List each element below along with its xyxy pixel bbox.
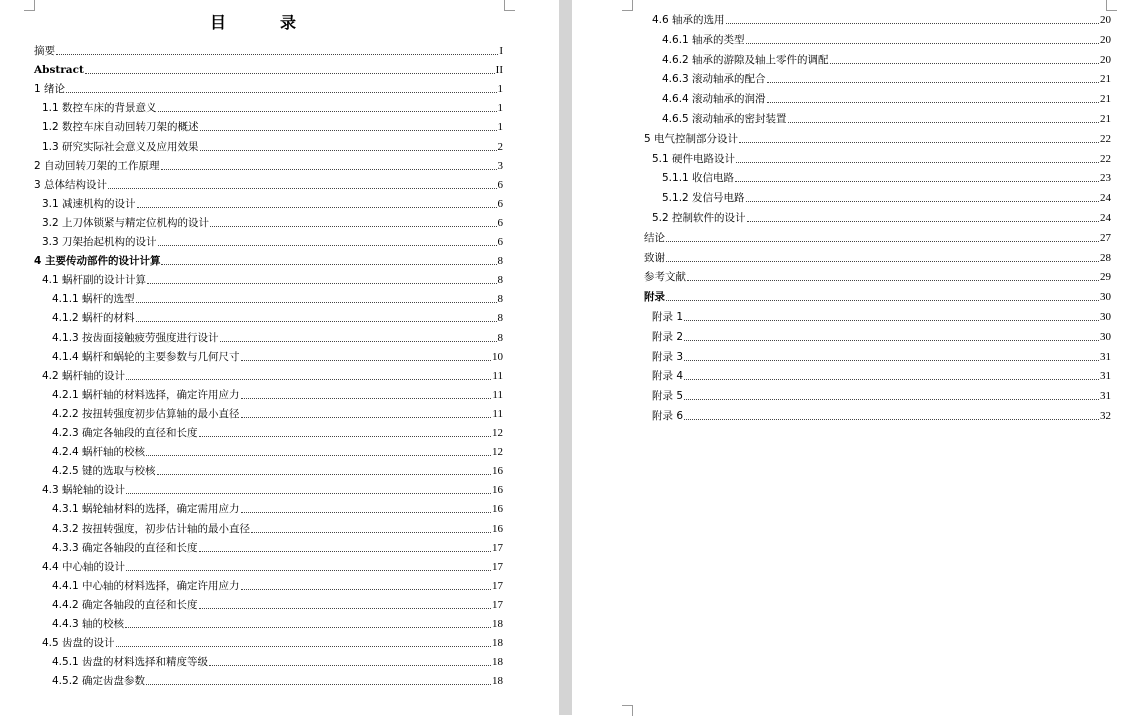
toc-entry-title: 4.1 蜗杆副的设计计算 — [42, 274, 147, 287]
toc-entry[interactable] — [52, 426, 503, 440]
toc-entry-title: 4.6.4 滚动轴承的润滑 — [662, 93, 766, 106]
toc-dot-leader — [666, 300, 1099, 301]
toc-entry-page-number: 18 — [492, 656, 503, 669]
toc-entry-page-number: 20 — [1100, 53, 1111, 66]
toc-entry[interactable] — [652, 310, 1111, 324]
toc-entry[interactable] — [662, 53, 1111, 67]
toc-dot-leader — [85, 73, 495, 74]
toc-dot-leader — [746, 201, 1099, 202]
toc-dot-leader — [241, 398, 492, 399]
toc-entry-title: 4.2 蜗杆轴的设计 — [42, 369, 126, 382]
toc-entry-title: 4.4.2 确定各轴段的直径和长度 — [52, 598, 198, 611]
toc-entry[interactable] — [644, 132, 1111, 146]
toc-entry-page-number: 6 — [497, 197, 503, 210]
toc-entry-page-number: 11 — [492, 388, 503, 401]
page-corner-mark — [622, 0, 633, 11]
toc-entry-title: 4.6.3 滚动轴承的配合 — [662, 73, 766, 86]
toc-entry[interactable] — [42, 636, 503, 650]
toc-entry-page-number: 12 — [492, 427, 503, 439]
toc-entry-page-number: 31 — [1100, 390, 1111, 403]
toc-dot-leader — [146, 684, 491, 685]
toc-entry[interactable] — [34, 82, 503, 96]
toc-entry-title: 1 绪论 — [34, 83, 66, 96]
toc-entry-title: 4.3 蜗轮轴的设计 — [42, 484, 126, 497]
toc-entry[interactable] — [42, 483, 503, 497]
page-corner-mark — [24, 0, 35, 11]
toc-entry-page-number: 8 — [497, 331, 503, 344]
toc-entry[interactable] — [652, 369, 1111, 383]
toc-entry-page-number: 16 — [492, 465, 503, 478]
toc-entry[interactable] — [42, 120, 503, 134]
toc-entry[interactable] — [42, 216, 503, 230]
toc-entry[interactable] — [42, 197, 503, 211]
toc-dot-leader — [161, 264, 496, 265]
toc-entry[interactable] — [34, 178, 503, 192]
toc-entry[interactable] — [42, 369, 503, 383]
toc-dot-leader — [830, 63, 1099, 64]
toc-entry[interactable] — [42, 101, 503, 115]
toc-entry[interactable] — [34, 159, 503, 173]
toc-page-left — [0, 0, 559, 715]
toc-dot-leader — [735, 181, 1099, 182]
toc-entry-title: 4.5.1 齿盘的材料选择和精度等级 — [52, 656, 209, 669]
toc-entry-title: 4.5 齿盘的设计 — [42, 637, 115, 650]
toc-entry-title: 3.3 刀架抬起机构的设计 — [42, 236, 157, 248]
toc-dot-leader — [747, 221, 1099, 222]
toc-entry-title: 1.2 数控车床自动回转刀架的概述 — [42, 121, 199, 134]
toc-entry-title: 4.1.4 蜗杆和蜗轮的主要参数与几何尺寸 — [52, 350, 240, 363]
toc-entry-title: 5.1.1 收信电路 — [662, 172, 735, 185]
toc-dot-leader — [66, 92, 496, 93]
toc-entry-title: 4.1.3 按齿面接触疲劳强度进行设计 — [52, 331, 219, 344]
toc-entry-page-number: 21 — [1100, 93, 1111, 106]
toc-entry[interactable] — [652, 330, 1111, 344]
toc-entry-page-number: 16 — [492, 522, 503, 535]
toc-dot-leader — [739, 142, 1099, 143]
toc-dot-leader — [126, 379, 491, 380]
toc-entry-title: 4.6.5 滚动轴承的密封装置 — [662, 113, 787, 125]
toc-entry-title: 4.3.2 按扭转强度，初步估计轴的最小直径 — [52, 522, 251, 535]
toc-entry-page-number: 11 — [492, 407, 503, 420]
toc-entry[interactable] — [52, 445, 503, 459]
toc-entry-title: 5.1 硬件电路设计 — [652, 152, 736, 165]
toc-entry[interactable] — [644, 290, 1111, 304]
toc-entry-page-number: 6 — [497, 178, 503, 191]
toc-entry[interactable] — [662, 171, 1111, 185]
toc-entry-page-number: 1 — [497, 121, 503, 134]
toc-entry[interactable] — [652, 350, 1111, 364]
toc-dot-leader — [158, 111, 497, 112]
toc-entry[interactable] — [52, 522, 503, 536]
toc-entry-title: 5.2 控制软件的设计 — [652, 212, 746, 224]
toc-dot-leader — [767, 102, 1099, 103]
page-corner-mark — [622, 705, 633, 716]
toc-dot-leader — [684, 360, 1099, 361]
toc-entry-title: 4.5.2 确定齿盘参数 — [52, 675, 146, 688]
toc-dot-leader — [200, 150, 497, 151]
toc-dot-leader — [199, 551, 491, 552]
toc-entry[interactable] — [52, 388, 503, 402]
toc-entry-title: 4.6 轴承的选用 — [652, 14, 725, 26]
toc-dot-leader — [126, 493, 491, 494]
toc-dot-leader — [251, 532, 491, 533]
toc-entry-title: 附录 2 — [652, 330, 684, 343]
toc-entry-page-number: 16 — [492, 484, 503, 497]
toc-entry-page-number: 6 — [497, 236, 503, 248]
toc-title-char: 目 — [210, 13, 227, 32]
toc-dot-leader — [684, 419, 1099, 420]
toc-title-char: 录 — [280, 13, 297, 32]
toc-entry-title: 4.2.2 按扭转强度初步估算轴的最小直径 — [52, 407, 240, 420]
toc-dot-leader — [241, 512, 491, 513]
toc-entry-page-number: 11 — [492, 369, 503, 382]
toc-entry-title: 5 电气控制部分设计 — [644, 132, 739, 145]
toc-dot-leader — [241, 360, 491, 361]
toc-entry-page-number: 31 — [1100, 350, 1111, 363]
toc-entry[interactable] — [52, 579, 503, 593]
toc-entry-page-number: 2 — [497, 140, 503, 153]
toc-entry-page-number: 30 — [1100, 311, 1111, 323]
toc-entry[interactable] — [52, 464, 503, 478]
toc-dot-leader — [146, 455, 491, 456]
toc-entry[interactable] — [644, 231, 1111, 245]
toc-entry-page-number: 8 — [497, 312, 503, 325]
toc-entry-title: 4.1.1 蜗杆的选型 — [52, 293, 135, 306]
toc-entry-page-number: 10 — [492, 350, 503, 363]
toc-entry-page-number: 17 — [492, 579, 503, 592]
toc-entry[interactable] — [662, 92, 1111, 106]
toc-entry-title: 结论 — [644, 231, 665, 244]
toc-entry-page-number: 29 — [1100, 271, 1111, 284]
toc-entry[interactable] — [52, 311, 503, 325]
toc-entry[interactable] — [662, 191, 1111, 205]
toc-dot-leader — [200, 130, 497, 131]
toc-entry[interactable] — [662, 33, 1111, 47]
toc-dot-leader — [125, 627, 491, 628]
toc-entry-page-number: 18 — [492, 618, 503, 630]
toc-entry[interactable] — [52, 617, 503, 631]
toc-dot-leader — [147, 283, 496, 284]
toc-entry-title: 致谢 — [644, 251, 665, 264]
toc-entry[interactable] — [52, 655, 503, 669]
toc-dot-leader — [220, 341, 497, 342]
toc-entry-page-number: 20 — [1100, 14, 1111, 26]
toc-dot-leader — [199, 436, 491, 437]
toc-entry[interactable] — [652, 409, 1111, 423]
toc-entry-page-number: 24 — [1100, 192, 1111, 205]
toc-dot-leader — [767, 82, 1099, 83]
toc-entry[interactable] — [662, 72, 1111, 86]
toc-entry-title: 附录 5 — [652, 390, 684, 403]
toc-dot-leader — [726, 23, 1099, 24]
toc-dot-leader — [161, 169, 497, 170]
toc-entry-page-number: 6 — [497, 216, 503, 229]
toc-dot-leader — [684, 340, 1099, 341]
toc-dot-leader — [684, 379, 1099, 380]
toc-dot-leader — [736, 162, 1099, 163]
toc-entry[interactable] — [52, 674, 503, 688]
toc-entry-title: 4.6.1 轴承的类型 — [662, 33, 745, 46]
toc-entry-title: 附录 4 — [652, 370, 684, 383]
toc-page-right — [572, 0, 1142, 715]
toc-dot-leader — [158, 245, 497, 246]
toc-entry-title: 4.3.1 蜗轮轴材料的选择，确定需用应力 — [52, 503, 240, 516]
toc-entry-page-number: 21 — [1100, 113, 1111, 125]
toc-entry[interactable] — [42, 140, 503, 154]
toc-entry-title: 5.1.2 发信号电路 — [662, 192, 745, 205]
toc-dot-leader — [666, 241, 1099, 242]
toc-dot-leader — [746, 43, 1099, 44]
toc-dot-leader — [210, 226, 496, 227]
toc-dot-leader — [108, 188, 496, 189]
toc-entry-page-number: 17 — [492, 541, 503, 554]
toc-entry[interactable] — [644, 251, 1111, 265]
toc-entry[interactable] — [52, 598, 503, 612]
page-gutter — [559, 0, 572, 715]
toc-entry-page-number: 23 — [1100, 172, 1111, 185]
toc-dot-leader — [241, 589, 491, 590]
toc-dot-leader — [687, 280, 1099, 281]
toc-entry-page-number: 18 — [492, 675, 503, 688]
toc-entry-page-number: 22 — [1100, 152, 1111, 165]
toc-entry[interactable] — [652, 152, 1111, 166]
toc-entry[interactable] — [52, 331, 503, 345]
toc-entry-title: 4.4.1 中心轴的材料选择，确定许用应力 — [52, 579, 240, 592]
toc-entry-page-number: 3 — [497, 159, 503, 172]
toc-entry-title: 参考文献 — [644, 271, 686, 284]
toc-dot-leader — [126, 570, 491, 571]
toc-dot-leader — [199, 608, 491, 609]
toc-dot-leader — [56, 54, 498, 55]
toc-entry-title: 4.3.3 确定各轴段的直径和长度 — [52, 541, 198, 554]
toc-entry[interactable] — [644, 270, 1111, 284]
toc-entry-title: 1.1 数控车床的背景意义 — [42, 102, 157, 115]
toc-entry-page-number: 32 — [1100, 410, 1111, 422]
toc-entry-title: 3 总体结构设计 — [34, 178, 108, 191]
toc-entry-title: 4.2.1 蜗杆轴的材料选择，确定许用应力 — [52, 388, 240, 401]
toc-entry-page-number: 30 — [1100, 330, 1111, 343]
toc-entry-title: 1.3 研究实际社会意义及应用效果 — [42, 140, 199, 153]
toc-entry-title: 4.6.2 轴承的游隙及轴上零件的调配 — [662, 53, 829, 66]
toc-entry-title: 4.2.5 键的选取与校核 — [52, 465, 156, 478]
toc-dot-leader — [684, 320, 1099, 321]
toc-entry-page-number: 17 — [492, 560, 503, 573]
toc-entry-page-number: 1 — [497, 102, 503, 115]
toc-entry-title: 附录 3 — [652, 350, 684, 363]
toc-entry[interactable] — [52, 407, 503, 421]
toc-entry-title: 4 主要传动部件的设计计算 — [34, 255, 161, 268]
toc-dot-leader — [136, 302, 497, 303]
toc-dot-leader — [137, 207, 497, 208]
toc-entry[interactable] — [34, 63, 503, 77]
toc-entry[interactable] — [52, 350, 503, 364]
toc-title — [210, 10, 296, 33]
toc-entry-title: 4.4.3 轴的校核 — [52, 618, 125, 630]
toc-dot-leader — [684, 399, 1099, 400]
toc-entry-title: 附录 — [644, 291, 665, 304]
toc-entry-page-number: I — [499, 45, 503, 57]
toc-entry-page-number: 8 — [497, 293, 503, 306]
toc-entry-page-number: 8 — [497, 255, 503, 268]
page-corner-mark — [504, 0, 515, 11]
toc-entry-page-number: II — [495, 64, 503, 77]
toc-entry[interactable] — [34, 254, 503, 268]
toc-entry-page-number: 31 — [1100, 370, 1111, 383]
toc-entry-page-number: 28 — [1100, 251, 1111, 264]
toc-entry-title: 4.2.4 蜗杆轴的校核 — [52, 446, 146, 459]
toc-entry-page-number: 8 — [497, 274, 503, 287]
toc-entry[interactable] — [52, 541, 503, 555]
toc-dot-leader — [666, 261, 1099, 262]
toc-entry[interactable] — [34, 44, 503, 58]
toc-entry[interactable] — [662, 112, 1111, 126]
toc-entry-page-number: 27 — [1100, 231, 1111, 244]
toc-entry-title: 3.2 上刀体锁紧与精定位机构的设计 — [42, 216, 210, 229]
toc-entry-title: 4.2.3 确定各轴段的直径和长度 — [52, 427, 198, 439]
toc-entry-page-number: 17 — [492, 598, 503, 611]
toc-entry-page-number: 21 — [1100, 73, 1111, 86]
toc-dot-leader — [241, 417, 492, 418]
toc-entry-title: 摘要 — [34, 45, 55, 57]
toc-entry[interactable] — [652, 13, 1111, 27]
toc-dot-leader — [136, 321, 497, 322]
toc-entry-title: 4.1.2 蜗杆的材料 — [52, 312, 135, 325]
toc-entry-page-number: 20 — [1100, 33, 1111, 46]
toc-entry-page-number: 1 — [497, 83, 503, 96]
toc-entry-title: 4.4 中心轴的设计 — [42, 560, 126, 573]
toc-entry[interactable] — [652, 211, 1111, 225]
toc-entry[interactable] — [52, 292, 503, 306]
toc-entry[interactable] — [652, 389, 1111, 403]
toc-entry-page-number: 22 — [1100, 132, 1111, 145]
toc-entry-page-number: 18 — [492, 637, 503, 650]
toc-entry-page-number: 30 — [1100, 291, 1111, 304]
toc-entry[interactable] — [42, 273, 503, 287]
toc-dot-leader — [209, 665, 491, 666]
toc-entry-title: 附录 1 — [652, 311, 684, 323]
toc-entry-page-number: 24 — [1100, 212, 1111, 224]
toc-entry-page-number: 12 — [492, 446, 503, 459]
toc-entry-title: 3.1 减速机构的设计 — [42, 197, 136, 210]
page-corner-mark — [1106, 0, 1117, 11]
toc-entry[interactable] — [52, 502, 503, 516]
toc-entry-title: Abstract — [34, 64, 84, 77]
toc-entry-page-number: 16 — [492, 503, 503, 516]
toc-dot-leader — [788, 122, 1099, 123]
toc-entry-title: 附录 6 — [652, 410, 684, 422]
toc-dot-leader — [116, 646, 491, 647]
toc-dot-leader — [157, 474, 491, 475]
toc-entry[interactable] — [42, 560, 503, 574]
toc-entry[interactable] — [42, 235, 503, 249]
toc-entry-title: 2 自动回转刀架的工作原理 — [34, 159, 160, 172]
